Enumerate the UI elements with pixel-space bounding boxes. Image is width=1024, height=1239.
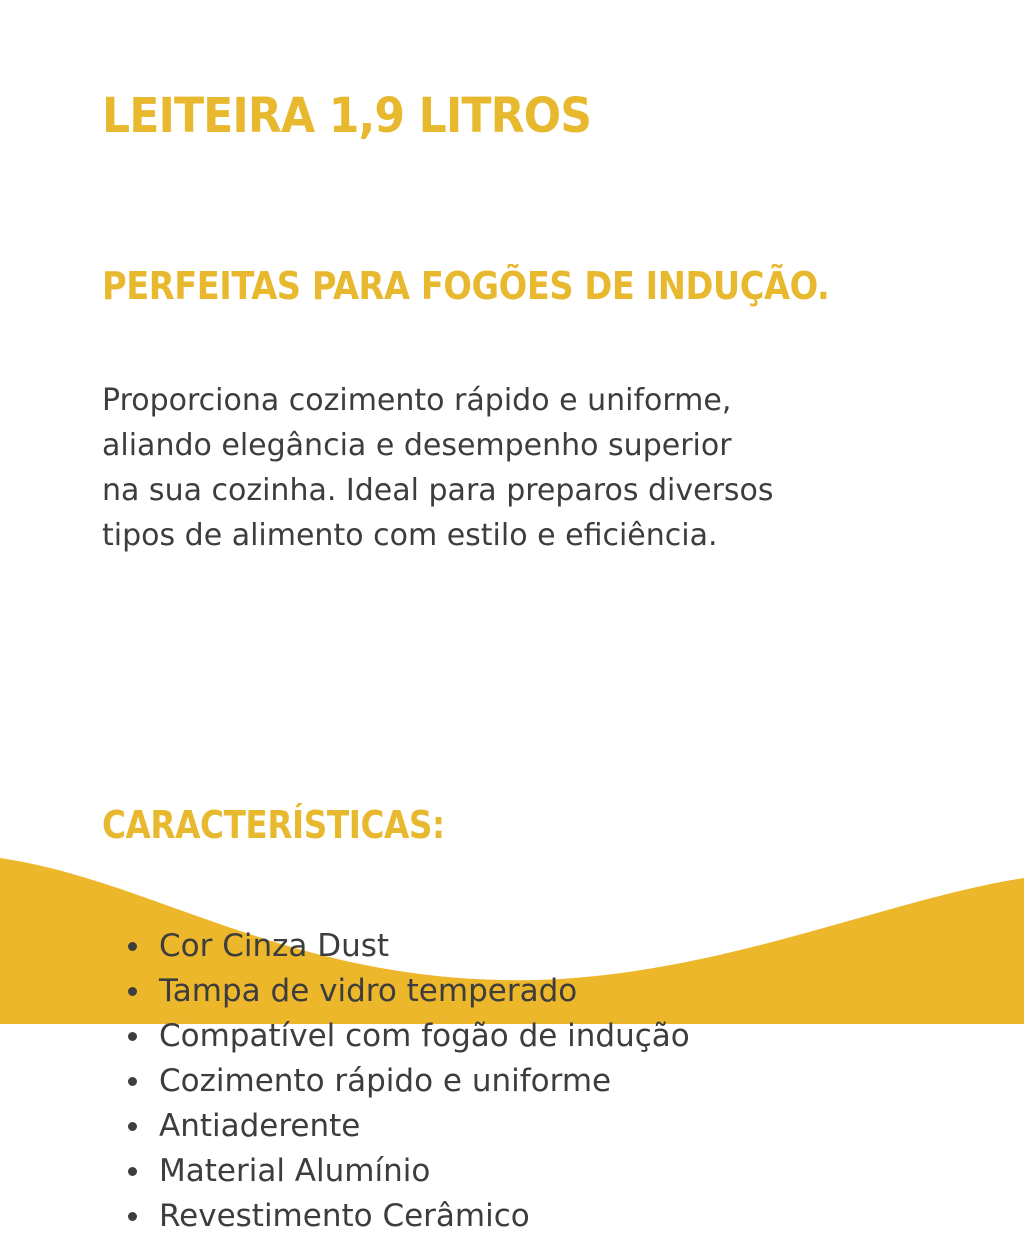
description-line: tipos de alimento com estilo e eficiência. <box>102 518 718 553</box>
list-item <box>128 924 1024 969</box>
description-line: na sua cozinha. Ideal para preparos diversos <box>102 473 774 508</box>
list-item <box>128 1059 1024 1104</box>
features-heading: CARACTERÍSTICAS: <box>102 803 445 847</box>
product-description <box>102 378 962 558</box>
feature-label: Cor Cinza Dust <box>159 928 390 964</box>
description-line: aliando elegância e desempenho superior <box>102 428 732 463</box>
list-item <box>128 1194 1024 1239</box>
bullet-icon <box>128 1212 137 1221</box>
description-line: Proporciona cozimento rápido e uniforme, <box>102 383 732 418</box>
list-item <box>128 1014 1024 1059</box>
bullet-icon <box>128 1032 137 1041</box>
bullet-icon <box>128 1167 137 1176</box>
feature-label: Antiaderente <box>159 1108 361 1144</box>
feature-label: Cozimento rápido e uniforme <box>159 1063 612 1099</box>
subtitle: PERFEITAS PARA FOGÕES DE INDUÇÃO. <box>102 264 830 308</box>
bullet-icon <box>128 987 137 996</box>
feature-label: Revestimento Cerâmico <box>159 1198 530 1234</box>
features-list <box>128 924 1024 1239</box>
bullet-icon <box>128 1122 137 1131</box>
list-item <box>128 1104 1024 1149</box>
bullet-icon <box>128 1077 137 1086</box>
feature-label: Tampa de vidro temperado <box>159 973 578 1009</box>
feature-label: Material Alumínio <box>159 1153 431 1189</box>
page-title: LEITEIRA 1,9 LITROS <box>102 88 592 144</box>
feature-label: Compatível com fogão de indução <box>159 1018 690 1054</box>
bullet-icon <box>128 942 137 951</box>
list-item <box>128 969 1024 1014</box>
list-item <box>128 1149 1024 1194</box>
